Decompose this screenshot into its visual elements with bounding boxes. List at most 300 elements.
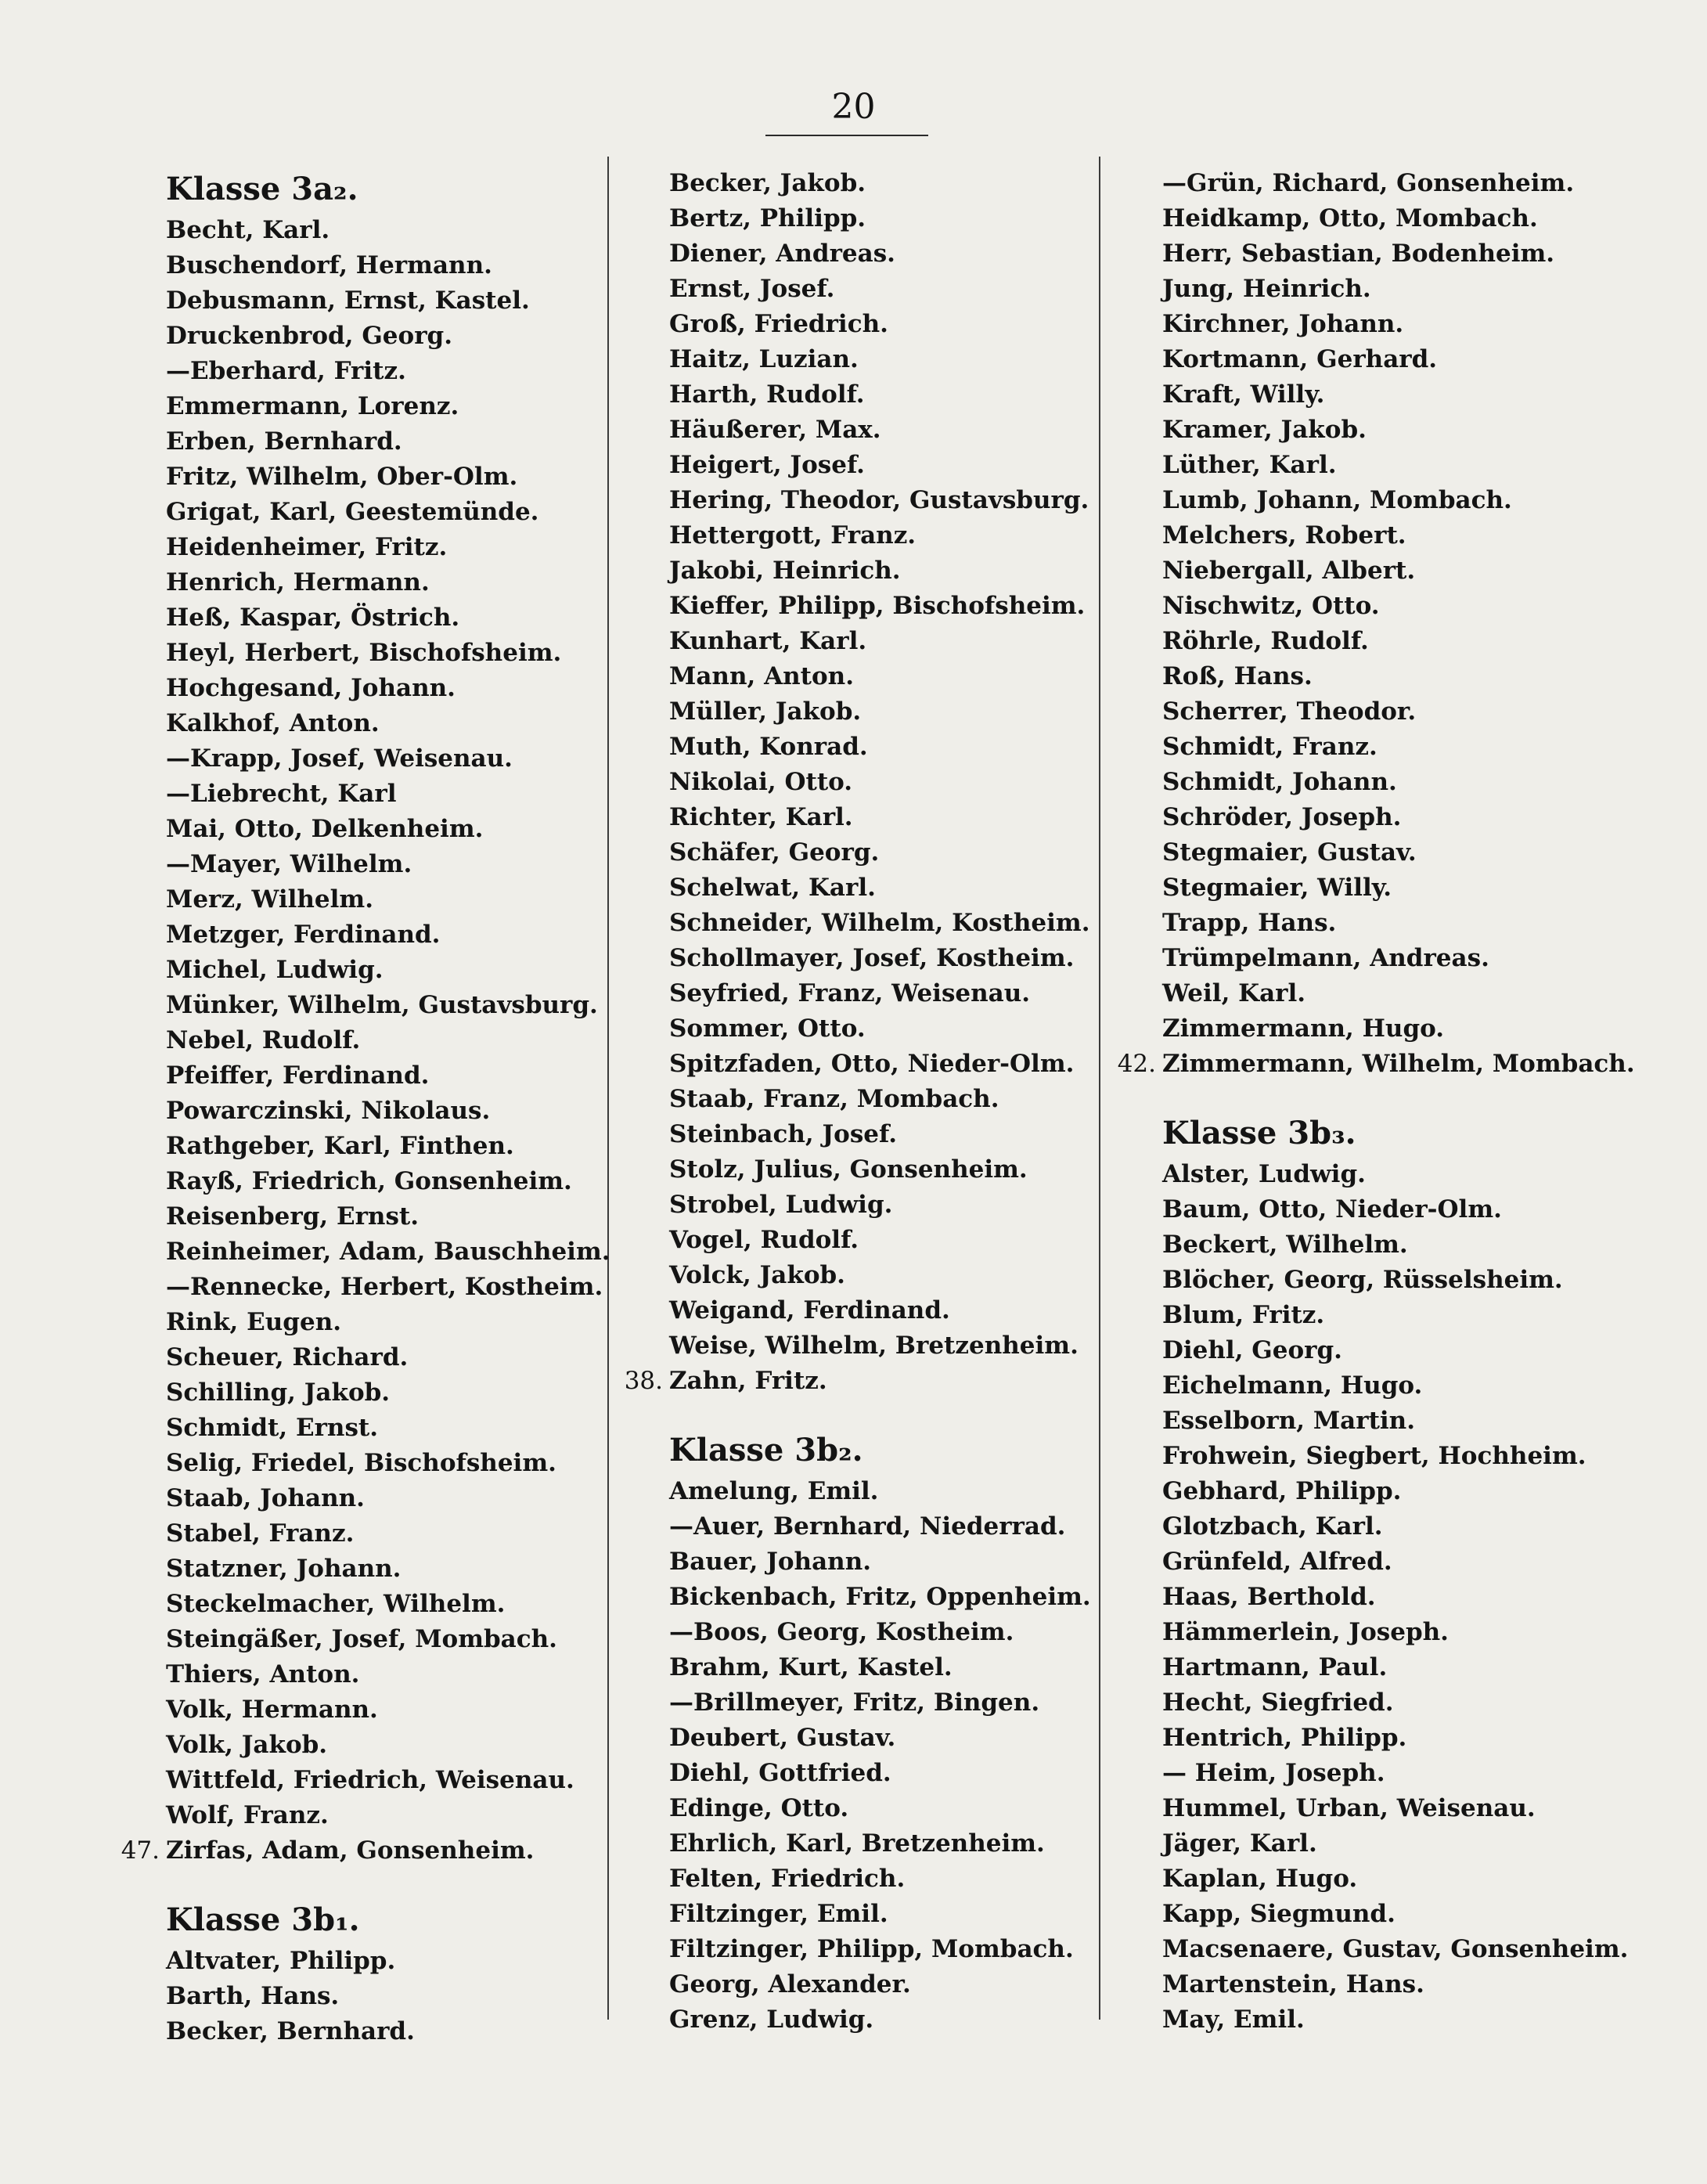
list-item [1162,1861,1601,1897]
entry-name: Metzger, Ferdinand. [166,921,441,949]
list-item [669,1474,1107,1509]
entry-name: Nikolai, Otto. [669,768,853,796]
list-item [1162,1580,1601,1615]
entry-name: Merz, Wilhelm. [166,885,374,914]
list-item [669,941,1107,976]
entry-name: Jung, Heinrich. [1162,275,1371,303]
entry-name: Schmidt, Johann. [1162,768,1397,796]
entry-name: Hentrich, Philipp. [1162,1724,1407,1752]
entry-name: Steingäßer, Josef, Mombach. [166,1625,557,1653]
list-item [1162,1298,1601,1333]
entry-name: Scheuer, Richard. [166,1343,409,1371]
list-item [1162,1474,1601,1509]
entry-name: Haas, Berthold. [1162,1583,1376,1611]
entry-name: Grünfeld, Alfred. [1162,1548,1392,1576]
list-item [166,917,604,953]
list-item [166,706,604,741]
entry-name: Trapp, Hans. [1162,909,1337,937]
list-item [669,2002,1107,2038]
list-item [166,1979,604,2014]
entry-name: Rink, Eugen. [166,1308,342,1336]
list-item [1162,1826,1601,1861]
list-item [1162,1509,1601,1544]
list-item [1162,2002,1601,2038]
list-item [669,1861,1107,1897]
entry-name: Altvater, Philipp. [166,1947,396,1975]
list-item [166,1657,604,1692]
list-item [669,166,1107,201]
entry-name: Haitz, Luzian. [669,345,859,373]
list-item [1162,1404,1601,1439]
entry-name: —Rennecke, Herbert, Kostheim. [166,1273,603,1301]
entry-name: Heidenheimer, Fritz. [166,533,448,561]
list-item [669,236,1107,272]
entry-name: Schröder, Joseph. [1162,803,1402,831]
list-item [1162,518,1601,553]
list-item [166,1481,604,1516]
entry-name: Strobel, Ludwig. [669,1191,893,1219]
entry-name: Martenstein, Hans. [1162,1970,1424,1998]
entry-name: Ernst, Josef. [669,275,835,303]
list-item [1162,1011,1601,1047]
entry-name: Blum, Fritz. [1162,1301,1325,1329]
entry-name: Wittfeld, Friedrich, Weisenau. [166,1766,574,1794]
list-item [669,1509,1107,1544]
entry-name: Eichelmann, Hugo. [1162,1371,1423,1400]
entry-name: Bauer, Johann. [669,1548,872,1576]
entry-name: Alster, Ludwig. [1162,1160,1366,1188]
list-item [669,659,1107,694]
entry-number: 42. [1117,1050,1156,1078]
entry-name: Nebel, Rudolf. [166,1026,361,1054]
list-item [1162,1897,1601,1932]
list-item [1162,800,1601,835]
entry-name: Hettergott, Franz. [669,521,917,550]
entry-name: May, Emil. [1162,2006,1305,2034]
entry-name: Zahn, Fritz. [669,1367,827,1395]
entry-name: Schelwat, Karl. [669,874,876,902]
entry-name: Blöcher, Georg, Rüsselsheim. [1162,1266,1563,1294]
list-item [1162,976,1601,1011]
entry-name: Sommer, Otto. [669,1015,866,1043]
list-item [669,1791,1107,1826]
entry-name: Diehl, Gottfried. [669,1759,891,1787]
column-3 [1117,166,1635,2038]
list-item [1162,1932,1629,1967]
list-item [166,1552,604,1587]
list-item [669,272,1107,307]
entry-name: Schollmayer, Josef, Kostheim. [669,944,1075,972]
list-item [166,1270,604,1305]
entry-name: Hecht, Siegfried. [1162,1688,1394,1717]
entry-name: Filtzinger, Philipp, Mombach. [669,1935,1074,1963]
list-item [669,870,1107,906]
list-item [1162,659,1601,694]
list-item [669,1152,1107,1188]
entry-name: Seyfried, Franz, Weisenau. [669,979,1031,1007]
list-item [669,906,1107,941]
entry-name: Grigat, Karl, Geestemünde. [166,498,539,526]
list-item [166,565,604,600]
list-item [166,812,604,847]
list-item [1162,765,1601,800]
entry-name: Erben, Bernhard. [166,427,402,456]
entry-name: Heigert, Josef. [669,451,865,479]
list-item [166,1692,604,1728]
list-item [166,1798,604,1833]
list-item [669,1293,1107,1328]
entry-name: Münker, Wilhelm, Gustavsburg. [166,991,598,1019]
entry-name: —Eberhard, Fritz. [166,357,406,385]
entry-name: Brahm, Kurt, Kastel. [669,1653,953,1681]
entry-name: —Liebrecht, Karl [166,780,397,808]
entry-name: Kramer, Jakob. [1162,416,1367,444]
entry-name: Rathgeber, Karl, Finthen. [166,1132,514,1160]
entry-name: Groß, Friedrich. [669,310,888,338]
entry-name: Bertz, Philipp. [669,204,866,232]
class-heading: Klasse 3b₂. [669,1432,863,1469]
list-item [669,1897,1107,1932]
list-item [669,1082,1107,1117]
entry-name: Kunhart, Karl. [669,627,867,655]
entry-name: Trümpelmann, Andreas. [1162,944,1489,972]
entry-name: Stolz, Julius, Gonsenheim. [669,1155,1028,1184]
entry-name: Jäger, Karl. [1162,1829,1317,1858]
entry-name: Esselborn, Martin. [1162,1407,1416,1435]
entry-name: Diehl, Georg. [1162,1336,1342,1364]
entry-name: Hering, Theodor, Gustavsburg. [669,486,1089,514]
list-item [166,847,604,882]
entry-name: Zimmermann, Wilhelm, Mombach. [1162,1050,1635,1078]
list-item [669,765,1107,800]
list-item [1162,1368,1601,1404]
list-item [166,2014,604,2049]
entry-name: Hämmerlein, Joseph. [1162,1618,1449,1646]
list-item [1162,1791,1601,1826]
list-item [1162,1650,1601,1685]
entry-name: Hochgesand, Johann. [166,674,456,702]
entry-name: — Heim, Joseph. [1162,1759,1385,1787]
list-item [166,741,604,777]
list-item [669,518,1107,553]
list-item [166,1094,604,1129]
list-item [166,1516,604,1552]
list-item [669,1117,1107,1152]
list-item [669,1328,1107,1364]
list-item [669,1223,1107,1258]
entry-name: Spitzfaden, Otto, Nieder-Olm. [669,1050,1075,1078]
class-heading: Klasse 3b₁. [166,1901,360,1938]
entry-name: Wolf, Franz. [166,1801,329,1829]
list-item [669,1188,1107,1223]
list-item [1162,483,1601,518]
entry-name: Vogel, Rudolf. [669,1226,859,1254]
entry-name: Jakobi, Heinrich. [669,557,901,585]
entry-name: Felten, Friedrich. [669,1865,906,1893]
list-item [1162,1544,1601,1580]
list-item [1117,1047,1635,1082]
entry-name: Volk, Jakob. [166,1731,328,1759]
list-item [166,1058,604,1094]
entry-name: Ehrlich, Karl, Bretzenheim. [669,1829,1045,1858]
list-item [1162,201,1601,236]
entry-name: Barth, Hans. [166,1982,340,2010]
list-item [166,1023,604,1058]
list-item [1162,236,1601,272]
entry-name: Fritz, Wilhelm, Ober-Olm. [166,463,518,491]
entry-name: Debusmann, Ernst, Kastel. [166,287,530,315]
entry-name: —Krapp, Josef, Weisenau. [166,744,513,773]
list-item [166,1375,604,1411]
list-item [669,1580,1107,1615]
entry-name: Nischwitz, Otto. [1162,592,1380,620]
list-item [1162,730,1601,765]
entry-name: Staab, Franz, Mombach. [669,1085,999,1113]
list-item [669,1258,1107,1293]
list-item [669,1826,1107,1861]
list-item [166,495,604,530]
entry-name: Häußerer, Max. [669,416,881,444]
list-item [166,600,604,636]
list-item [1162,272,1601,307]
entry-name: Weil, Karl. [1162,979,1306,1007]
list-item [669,624,1107,659]
list-item [1162,1263,1601,1298]
entry-name: Kaplan, Hugo. [1162,1865,1358,1893]
entry-name: Schäfer, Georg. [669,838,880,867]
entry-name: Lüther, Karl. [1162,451,1337,479]
column-1 [121,166,610,2049]
list-item [669,448,1107,483]
entry-name: Baum, Otto, Nieder-Olm. [1162,1195,1502,1224]
list-item [1162,166,1601,201]
list-item [166,1340,604,1375]
list-item [166,1728,604,1763]
list-item [669,1967,1107,2002]
entry-name: Emmermann, Lorenz. [166,392,459,420]
list-item [1162,1333,1601,1368]
entry-name: Niebergall, Albert. [1162,557,1416,585]
entry-name: Richter, Karl. [669,803,853,831]
list-item [669,1544,1107,1580]
entry-name: Röhrle, Rudolf. [1162,627,1369,655]
entry-name: —Mayer, Wilhelm. [166,850,412,878]
entry-name: Weigand, Ferdinand. [669,1296,950,1324]
entry-number: 47. [121,1836,160,1865]
list-item [1162,694,1601,730]
list-item [1162,307,1601,342]
entry-name: Muth, Konrad. [669,733,868,761]
entry-name: Deubert, Gustav. [669,1724,896,1752]
list-item [1162,1157,1601,1192]
list-item [166,636,604,671]
entry-name: Henrich, Hermann. [166,568,430,596]
entry-name: Amelung, Emil. [669,1477,879,1505]
list-item [669,483,1107,518]
entry-name: Harth, Rudolf. [669,380,865,409]
entry-name: —Brillmeyer, Fritz, Bingen. [669,1688,1040,1717]
list-item [669,1756,1107,1791]
list-item [1162,589,1601,624]
entry-name: Zirfas, Adam, Gonsenheim. [166,1836,535,1865]
entry-number: 38. [624,1367,663,1395]
list-item [669,1011,1107,1047]
entry-name: Reinheimer, Adam, Bauschheim. [166,1238,610,1266]
entry-name: Becker, Jakob. [669,169,866,197]
entry-name: Kalkhof, Anton. [166,709,380,737]
entry-name: Staab, Johann. [166,1484,365,1512]
list-item [669,201,1107,236]
list-item [166,1446,604,1481]
entry-name: Müller, Jakob. [669,697,862,726]
entry-name: Kortmann, Gerhard. [1162,345,1438,373]
list-item [669,1932,1107,1967]
entry-name: —Boos, Georg, Kostheim. [669,1618,1014,1646]
column-2 [624,166,1107,2038]
class-heading: Klasse 3a₂. [166,171,358,207]
entry-name: Kapp, Siegmund. [1162,1900,1395,1928]
entry-name: Stegmaier, Willy. [1162,874,1392,902]
entry-name: Statzner, Johann. [166,1555,402,1583]
entry-name: Michel, Ludwig. [166,956,384,984]
entry-name: Edinge, Otto. [669,1794,849,1822]
list-item [166,1763,604,1798]
list-item [166,988,604,1023]
entry-name: Heidkamp, Otto, Mombach. [1162,204,1538,232]
entry-name: Schilling, Jakob. [166,1379,391,1407]
list-item [669,1615,1107,1650]
list-item [1162,413,1601,448]
page-number-rule [765,135,928,136]
entry-name: Stegmaier, Gustav. [1162,838,1417,867]
column-divider-left [607,157,609,2020]
list-item [166,248,604,283]
list-item [1162,1192,1601,1227]
list-item [166,424,604,460]
entry-name: Steckelmacher, Wilhelm. [166,1590,506,1618]
list-item [669,553,1107,589]
list-item [1162,1615,1601,1650]
entry-name: Frohwein, Siegbert, Hochheim. [1162,1442,1586,1470]
entry-name: Schmidt, Franz. [1162,733,1377,761]
list-item [669,589,1107,624]
entry-name: Mann, Anton. [669,662,854,690]
entry-name: Herr, Sebastian, Bodenheim. [1162,240,1555,268]
entry-name: Lumb, Johann, Mombach. [1162,486,1512,514]
class-heading: Klasse 3b₃. [1162,1115,1356,1151]
list-item [166,389,604,424]
list-item [166,1411,604,1446]
entry-name: Georg, Alexander. [669,1970,911,1998]
list-item [1162,1439,1601,1474]
entry-name: Gebhard, Philipp. [1162,1477,1402,1505]
list-item [669,800,1107,835]
list-item [669,835,1107,870]
entry-name: Kraft, Willy. [1162,380,1325,409]
list-item [121,1833,604,1869]
list-item [669,1721,1107,1756]
list-item [166,213,604,248]
entry-name: Macsenaere, Gustav, Gonsenheim. [1162,1935,1629,1963]
entry-name: Rayß, Friedrich, Gonsenheim. [166,1167,572,1195]
list-item [166,882,604,917]
entry-name: Selig, Friedel, Bischofsheim. [166,1449,556,1477]
list-item [1162,1756,1601,1791]
list-item [166,1622,604,1657]
list-item [669,413,1107,448]
entry-name: Scherrer, Theodor. [1162,697,1417,726]
list-item [166,777,604,812]
list-item [166,354,604,389]
list-item [1162,1967,1601,2002]
list-item [1162,906,1601,941]
entry-name: Grenz, Ludwig. [669,2006,874,2034]
list-item [669,1650,1107,1685]
entry-name: Reisenberg, Ernst. [166,1202,420,1231]
list-item [669,694,1107,730]
entry-name: Heyl, Herbert, Bischofsheim. [166,639,562,667]
entry-name: Zimmermann, Hugo. [1162,1015,1445,1043]
entry-name: Schneider, Wilhelm, Kostheim. [669,909,1090,937]
list-item [1162,448,1601,483]
list-item [669,377,1107,413]
list-item [1162,1685,1601,1721]
entry-name: Schmidt, Ernst. [166,1414,379,1442]
entry-name: Pfeiffer, Ferdinand. [166,1061,430,1090]
entry-name: Beckert, Wilhelm. [1162,1231,1408,1259]
entry-name: Filtzinger, Emil. [669,1900,888,1928]
list-item [624,1364,1107,1399]
entry-name: Stabel, Franz. [166,1519,355,1548]
entry-name: Roß, Hans. [1162,662,1313,690]
list-item [1162,941,1601,976]
entry-name: Weise, Wilhelm, Bretzenheim. [669,1332,1079,1360]
entry-name: Mai, Otto, Delkenheim. [166,815,484,843]
list-item [1162,870,1601,906]
entry-name: Steinbach, Josef. [669,1120,898,1148]
list-item [166,953,604,988]
list-item [669,1685,1107,1721]
list-item [669,342,1107,377]
entry-name: Powarczinski, Nikolaus. [166,1097,491,1125]
list-item [166,319,604,354]
list-item [1162,835,1601,870]
list-item [166,1305,604,1340]
entry-name: Hummel, Urban, Weisenau. [1162,1794,1536,1822]
entry-name: Hartmann, Paul. [1162,1653,1388,1681]
list-item [166,283,604,319]
entry-name: Becker, Bernhard. [166,2017,415,2045]
entry-name: —Auer, Bernhard, Niederrad. [669,1512,1066,1541]
list-item [1162,1721,1601,1756]
list-item [166,1164,604,1199]
entry-name: Thiers, Anton. [166,1660,360,1688]
list-item [166,1129,604,1164]
entry-name: Diener, Andreas. [669,240,895,268]
list-item [166,530,604,565]
page-number: 20 [831,87,876,127]
entry-name: Buschendorf, Hermann. [166,251,492,279]
entry-name: Volk, Hermann. [166,1696,378,1724]
entry-name: Glotzbach, Karl. [1162,1512,1383,1541]
entry-name: Heß, Kaspar, Östrich. [166,604,460,632]
list-item [166,671,604,706]
entry-name: Kirchner, Johann. [1162,310,1404,338]
list-item [1162,342,1601,377]
list-item [1162,377,1601,413]
entry-name: Kieffer, Philipp, Bischofsheim. [669,592,1086,620]
list-item [1162,553,1601,589]
